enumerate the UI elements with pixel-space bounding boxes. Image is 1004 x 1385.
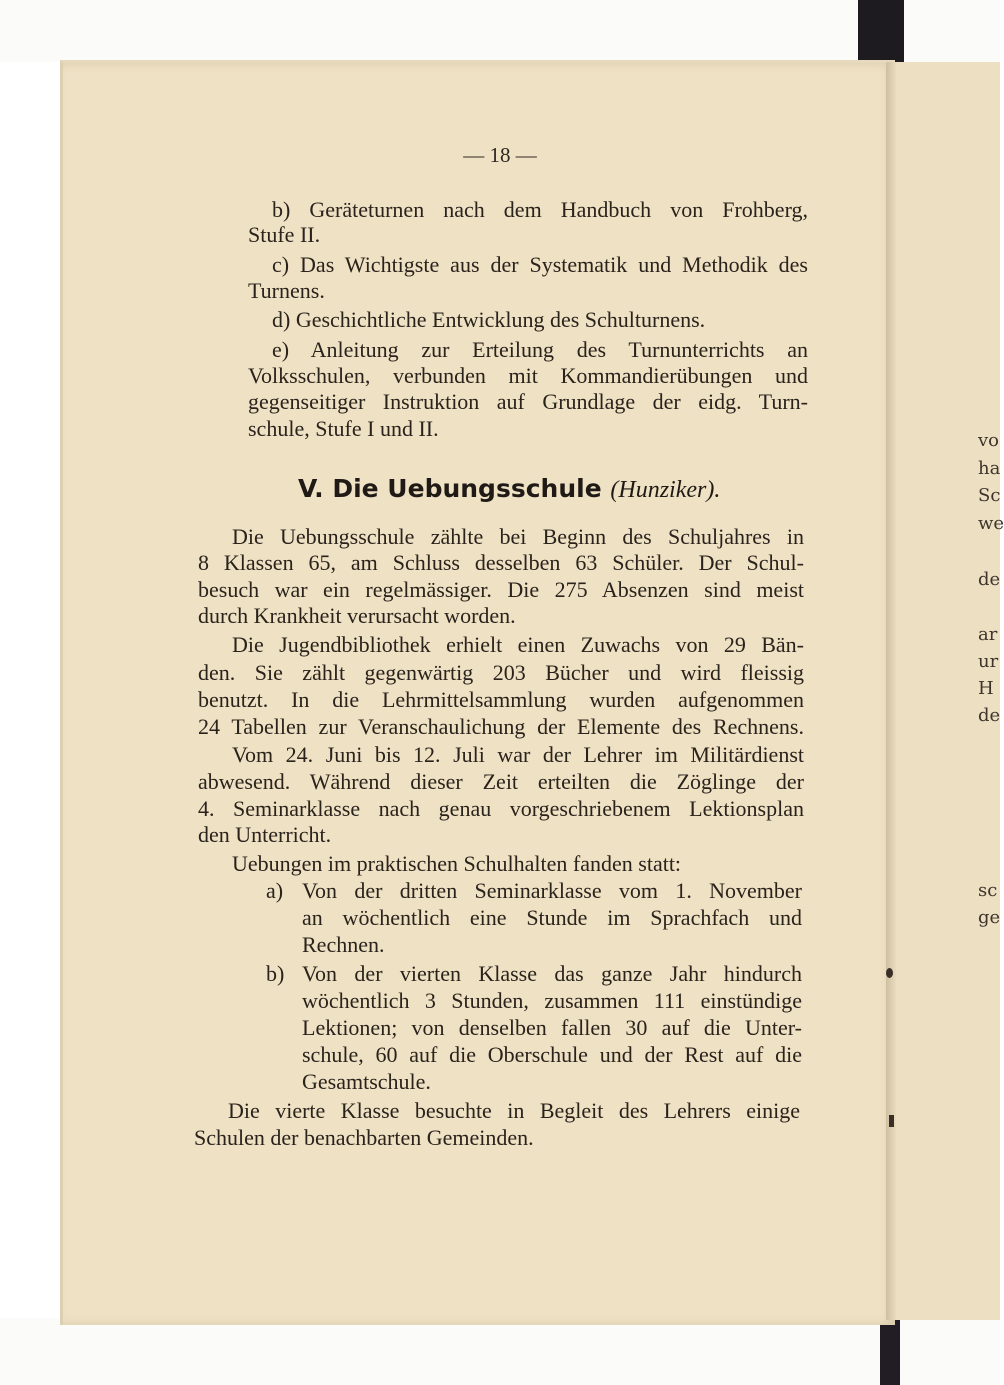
section-author: (Hunziker). — [610, 477, 721, 503]
ink-mark — [886, 968, 893, 978]
scan-background-bottom — [0, 1318, 1000, 1385]
book-spine-top — [858, 0, 904, 62]
ink-mark — [889, 1115, 894, 1127]
right-page-fragment: we — [978, 513, 1004, 534]
right-page — [896, 62, 1004, 1320]
right-page-fragment: ha — [978, 458, 1001, 479]
list-marker: a) — [266, 878, 284, 903]
right-page-fragment: de — [978, 705, 1001, 726]
book-spine-bottom — [880, 1318, 900, 1385]
right-page-fragment: ge — [978, 907, 1001, 928]
right-page-fragment: Sc — [978, 485, 1001, 506]
right-page-fragment: ur — [978, 651, 999, 672]
right-page-fragment: vo — [978, 430, 1000, 451]
page-number: — 18 — — [463, 143, 537, 167]
list-marker: b) — [266, 961, 285, 986]
section-title: V. Die Uebungsschule — [298, 474, 602, 503]
right-page-fragment: de — [978, 569, 1001, 590]
scan-background-top — [0, 0, 1000, 62]
page-gutter — [886, 62, 896, 1320]
right-page-fragment: ar — [978, 624, 998, 645]
section-heading — [298, 474, 720, 504]
right-page-fragment: sc — [978, 880, 998, 901]
right-page-fragment: H — [978, 678, 994, 699]
